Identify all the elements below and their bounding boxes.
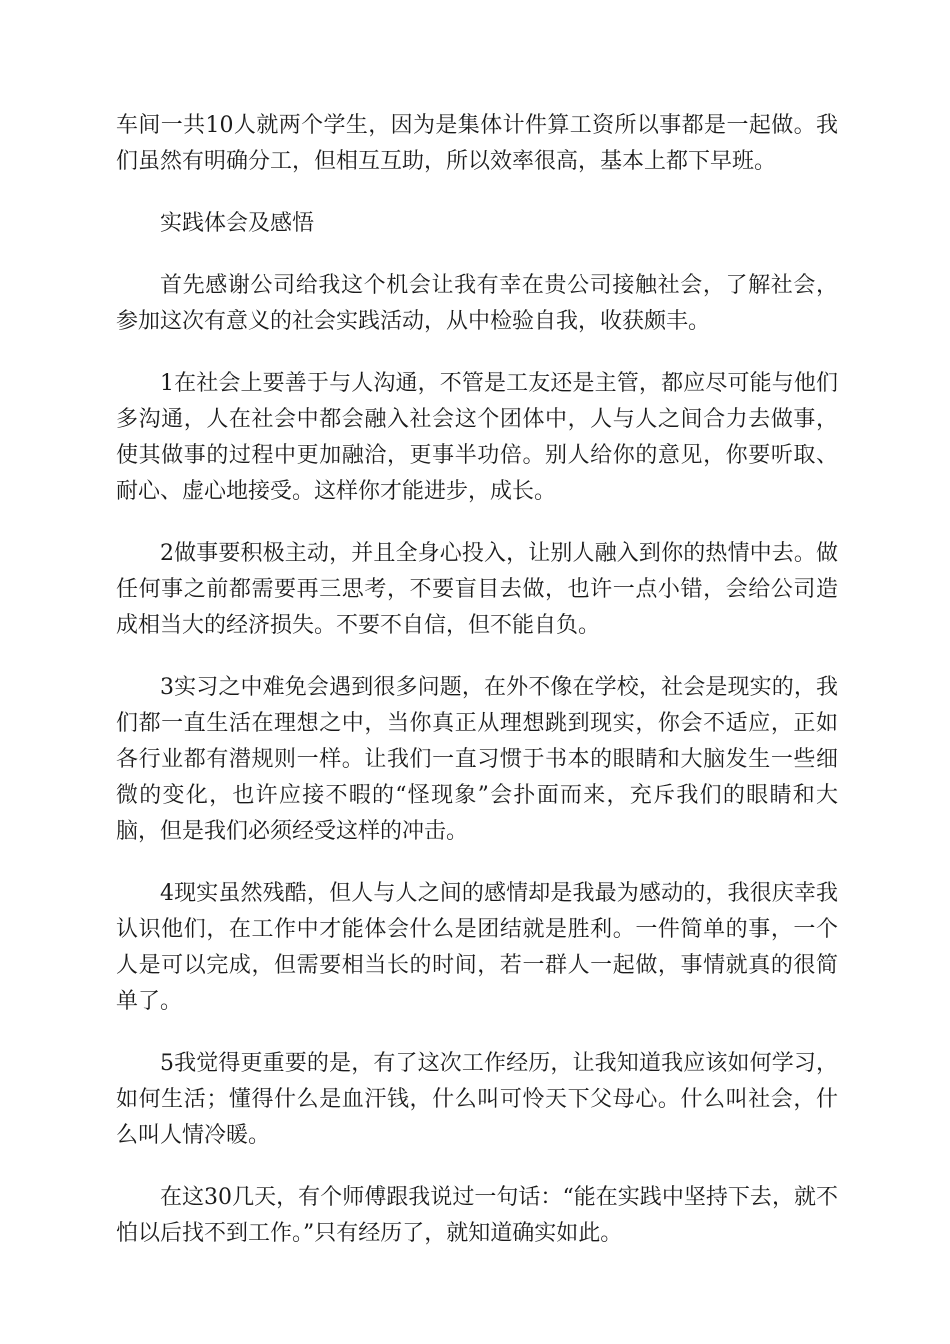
paragraph-closing: 在这30几天，有个师傅跟我说过一句话：“能在实践中坚持下去，就不怕以后找不到工作。”只有经历了，就知道确实如此。 [116,1185,838,1246]
paragraph-intro: 首先感谢公司给我这个机会让我有幸在贵公司接触社会，了解社会，参加这次有意义的社会实践活动，从中检验自我，收获颇丰。 [116,273,838,334]
paragraph-point-1: 1在社会上要善于与人沟通，不管是工友还是主管，都应尽可能与他们多沟通，人在社会中都会融入社会这个团体中，人与人之间合力去做事，使其做事的过程中更加融洽，更事半功倍。别人给你的意见，你要听取、耐心、虚心地接受。这样你才能进步，成长。 [116,371,838,504]
paragraph-point-5: 5我觉得更重要的是，有了这次工作经历，让我知道我应该如何学习，如何生活；懂得什么是血汗钱，什么叫可怜天下父母心。什么叫社会，什么叫人情冷暖。 [116,1051,838,1148]
paragraph-point-4: 4现实虽然残酷，但人与人之间的感情却是我最为感动的，我很庆幸我认识他们，在工作中才能体会什么是团结就是胜利。一件简单的事，一个人是可以完成，但需要相当长的时间，若一群人一起做，事情就真的很简单了。 [116,881,838,1014]
paragraph-point-3: 3实习之中难免会遇到很多问题，在外不像在学校，社会是现实的，我们都一直生活在理想之中，当你真正从理想跳到现实，你会不适应，正如各行业都有潜规则一样。让我们一直习惯于书本的眼睛和大脑发生一些细微的变化，也许应接不暇的“怪现象”会扑面而来，充斥我们的眼睛和大脑，但是我们必须经受这样的冲击。 [116,675,838,844]
section-heading: 实践体会及感悟 [160,211,315,236]
paragraph-point-2: 2做事要积极主动，并且全身心投入，让别人融入到你的热情中去。做任何事之前都需要再三思考，不要盲目去做，也许一点小错，会给公司造成相当大的经济损失。不要不自信，但不能自负。 [116,541,838,638]
paragraph-continued: 车间一共10人就两个学生，因为是集体计件算工资所以事都是一起做。我们虽然有明确分工，但相互互助，所以效率很高，基本上都下早班。 [116,113,838,174]
document-body [116,108,838,1278]
